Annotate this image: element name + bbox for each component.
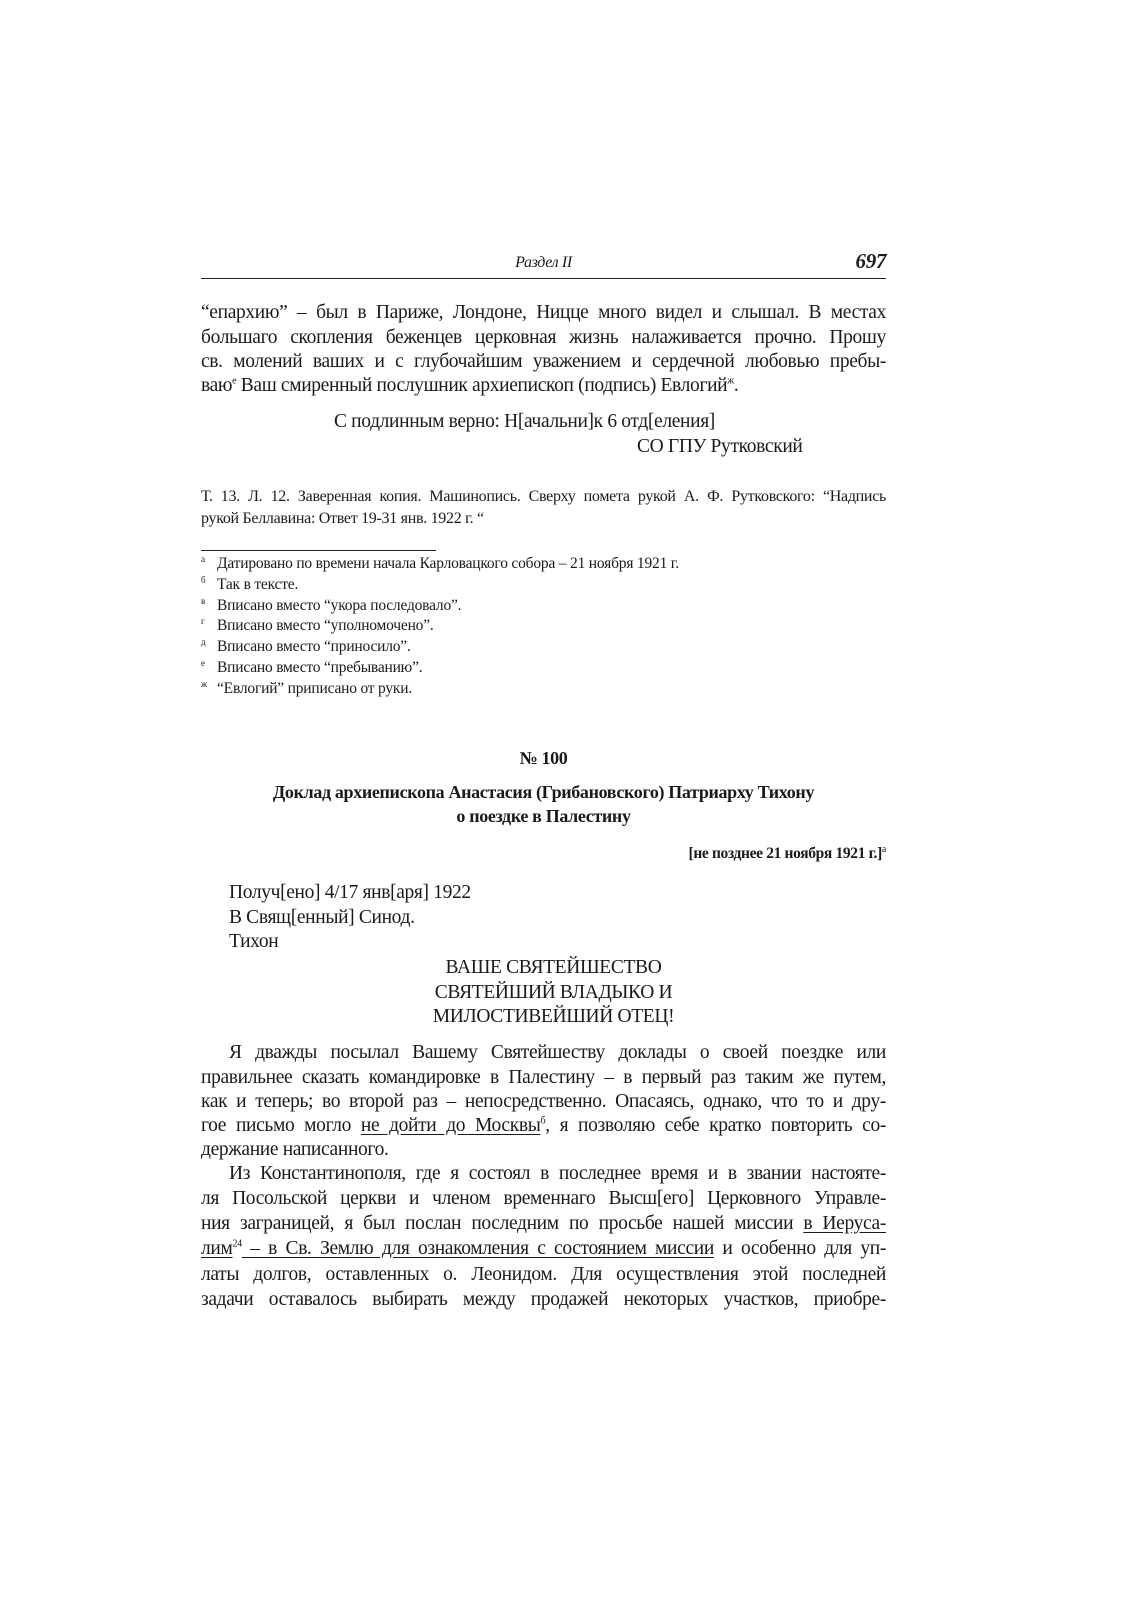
footnote: $^е$ Вписано вместо “пребыванию”. xyxy=(201,658,423,676)
text-line xyxy=(201,374,886,398)
text-line: ля Посольской церкви и членом временнаго Высш[его] Церковного Управле- xyxy=(201,1188,886,1209)
document-title: Доклад архиепископа Анастасия (Грибановского) Патриарху Тихону xyxy=(272,782,815,802)
underlined-text: не дойти до Москвы xyxy=(360,1115,541,1136)
text-line: лим$^{24}$ – в Св. Землю для ознакомления с состоянием миссии и особенно для уп- xyxy=(201,1238,886,1259)
footnote: $^д$ Вписано вместо “приносило”. xyxy=(201,637,411,655)
archival-source: рукой Беллавина: Ответ 19-31 янв. 1922 г. “ xyxy=(201,510,484,527)
resolution-line: Тихон xyxy=(229,931,279,952)
salutation: СВЯТЕЙШИЙ ВЛАДЫКО И xyxy=(434,982,673,1003)
archival-source: Т. 13. Л. 12. Заверенная копия. Машинопись. Сверху помета рукой А. Ф. Рутковского: “Надпись xyxy=(201,488,886,505)
footnote-ref: ж xyxy=(727,375,734,387)
salutation: ВАШЕ СВЯТЕЙШЕСТВО xyxy=(445,957,662,978)
document-number: № 100 xyxy=(519,748,568,768)
text-line: “епархию” – был в Париже, Лондоне, Ницце много видел и слышал. В местах xyxy=(201,302,886,323)
footnote: $^г$ Вписано вместо “уполномочено”. xyxy=(201,616,434,634)
footnote-ref: е xyxy=(232,375,237,387)
text-line: ния заграницей, я был послан последним по просьбе нашей миссии в Иеруса- xyxy=(201,1213,886,1234)
underlined-text: – в Св. Землю для ознакомления с состоянием миссии xyxy=(241,1238,714,1259)
salutation: МИЛОСТИВЕЙШИЙ ОТЕЦ! xyxy=(432,1006,675,1027)
text-line: правильнее сказать командировке в Палестину – в первый раз таким же путем, xyxy=(201,1067,886,1088)
text-line: как и теперь; во второй раз – непосредственно. Опасаясь, однако, что то и дру- xyxy=(201,1091,886,1112)
certification-line: С подлинным верно: Н[ачальни]к 6 отд[еления] xyxy=(334,411,715,432)
footnote: $^б$ Так в тексте. xyxy=(201,575,299,593)
document-title: о поездке в Палестину xyxy=(456,806,631,826)
text-line: гое письмо могло не дойти до Москвы$^б$, я позволяю себе кратко повторить со- xyxy=(201,1115,887,1136)
footnote: $^а$ Датировано по времени начала Карловацкого собора – 21 ноября 1921 г. xyxy=(201,554,679,572)
text-line: держание написанного. xyxy=(201,1139,389,1160)
text-line: большаго скопления беженцев церковная жизнь налаживается прочно. Прошу xyxy=(201,327,886,348)
text-line: Я дважды посылал Вашему Святейшеству доклады о своей поездке или xyxy=(229,1042,886,1063)
document-date: [не позднее 21 ноября 1921 г.]$^а$ xyxy=(688,843,886,862)
page-number: 697 xyxy=(855,249,886,273)
footnote-rule xyxy=(201,550,436,551)
header-rule xyxy=(201,278,886,279)
footnote: $^в$ Вписано вместо “укора последовало”. xyxy=(201,596,462,614)
text-line: св. молений ваших и с глубочайшим уважением и сердечной любовью пребы- xyxy=(201,351,886,372)
section-title: Раздел II xyxy=(515,254,572,271)
text-line: латы долгов, оставленных о. Леонидом. Для осуществления этой последней xyxy=(201,1264,886,1285)
resolution-line: Получ[ено] 4/17 янв[аря] 1922 xyxy=(229,882,471,903)
resolution-line: В Свящ[енный] Синод. xyxy=(229,907,415,928)
underlined-text: лим xyxy=(201,1238,233,1259)
text-line: Из Константинополя, где я состоял в последнее время и в звании настояте- xyxy=(229,1163,886,1184)
text: ваю xyxy=(201,375,233,396)
certification-signature: СО ГПУ Рутковский xyxy=(637,436,803,457)
text-line: задачи оставалось выбирать между продажей некоторых участков, приобре- xyxy=(201,1289,886,1310)
underlined-text: в Иеруса- xyxy=(803,1213,886,1234)
footnote: $^ж$ “Евлогий” приписано от руки. xyxy=(201,679,413,697)
text: . xyxy=(733,375,739,396)
text: Ваш смиренный послушник архиепископ (подпись) Евлогий xyxy=(236,375,728,396)
